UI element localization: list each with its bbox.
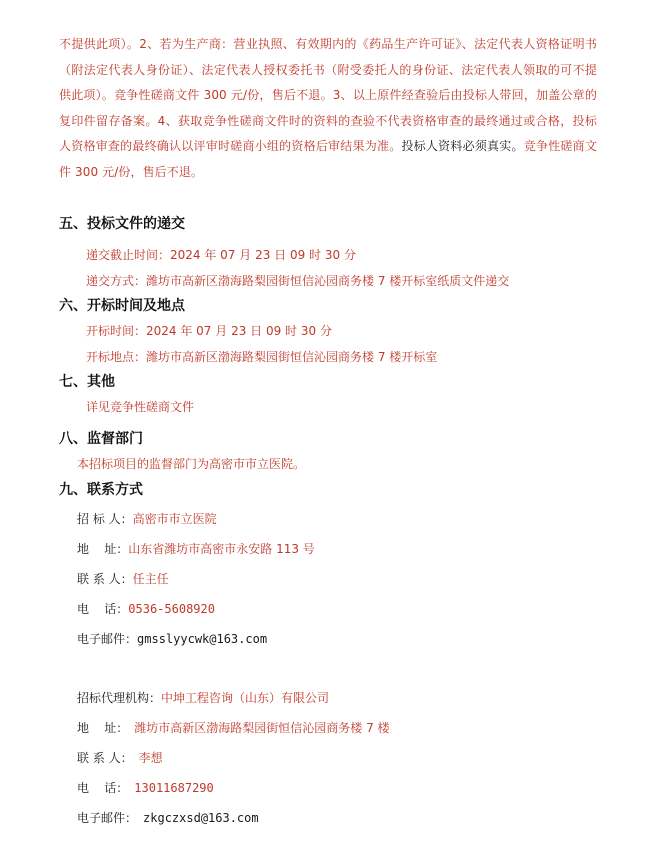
agency-email[interactable]: zkgczxsd@163.com (143, 811, 259, 825)
opening-time: 开标时间：2024 年 07 月 23 日 09 时 30 分 (86, 324, 332, 338)
tenderer-address-label: 地 址： (77, 542, 129, 556)
tenderer-address-row (77, 540, 315, 557)
tenderer-phone: 0536-5608920 (128, 602, 215, 616)
tenderer-email-row (77, 630, 267, 647)
section-9-heading: 九、联系方式 (59, 482, 143, 498)
tenderer-email-label: 电子邮件： (77, 632, 138, 646)
agency-contact-row (77, 749, 163, 766)
submission-deadline: 递交截止时间：2024 年 07 月 23 日 09 时 30 分 (86, 248, 356, 262)
supervision-value: 本招标项目的监督部门为高密市市立医院。 (77, 457, 306, 471)
opening-place: 开标地点：潍坊市高新区渤海路梨园街恒信沁园商务楼 7 楼开标室 (86, 350, 438, 364)
tenderer-name: 高密市市立医院 (132, 512, 217, 526)
tenderer-name-label: 招 标 人： (77, 512, 133, 526)
intro-text-black: 投标人资料必须真实。 (401, 139, 524, 153)
agency-contact-label: 联 系 人： (77, 751, 133, 765)
agency-email-label: 电子邮件： (77, 811, 138, 825)
tenderer-contact: 任主任 (132, 572, 169, 586)
agency-contact: 李想 (138, 751, 163, 765)
tenderer-phone-label: 电 话： (77, 602, 129, 616)
agency-address-row (77, 719, 390, 736)
agency-name: 中坤工程咨询（山东）有限公司 (161, 691, 330, 705)
agency-email-row (77, 809, 259, 826)
tenderer-phone-row (77, 600, 215, 617)
intro-paragraph (59, 32, 597, 185)
section-5-heading: 五、投标文件的递交 (59, 216, 185, 232)
section-8-heading: 八、监督部门 (59, 431, 143, 447)
tenderer-contact-label: 联 系 人： (77, 572, 133, 586)
agency-phone-label: 电 话： (77, 781, 129, 795)
agency-phone: 13011687290 (134, 781, 214, 795)
agency-phone-row (77, 779, 214, 796)
tenderer-address: 山东省潍坊市高密市永安路 113 号 (128, 542, 315, 556)
intro-text-red-end: 竞争性磋商文件 300 元/份，售后不退。 (59, 139, 597, 179)
agency-name-row (77, 689, 329, 706)
section-6-heading: 六、开标时间及地点 (59, 298, 185, 314)
agency-address: 潍坊市高新区渤海路梨园街恒信沁园商务楼 7 楼 (134, 721, 390, 735)
tenderer-contact-row (77, 570, 169, 587)
agency-name-label: 招标代理机构： (77, 691, 162, 705)
other-text: 详见竞争性磋商文件 (86, 400, 195, 414)
intro-text-red: 不提供此项）。2、若为生产商：营业执照、有效期内的《药品生产许可证》、法定代表人资格证明书（附法定代表人身份证）、法定代表人授权委托书（附受委托人的身份证、法定代表人领取的可不提供此项）。竞争性磋商文件 300 元/份，售后不退。3、以上原件经查验后由投标人带回，加盖公章的复印件留存备案。4、获取竞争性磋商文件时的资料的查验不代表资格审查的最终通过或合格，投标人资格审查的最终确认以评审时磋商小组的资格后审结果为准。 (59, 37, 597, 153)
supervision-text (77, 455, 305, 472)
section-7-heading: 七、其他 (59, 374, 115, 390)
agency-address-label: 地 址： (77, 721, 129, 735)
tenderer-email[interactable]: gmsslyycwk@163.com (137, 632, 268, 646)
submission-method: 递交方式：潍坊市高新区渤海路梨园街恒信沁园商务楼 7 楼开标室纸质文件递交 (86, 274, 510, 288)
tenderer-name-row (77, 510, 217, 527)
